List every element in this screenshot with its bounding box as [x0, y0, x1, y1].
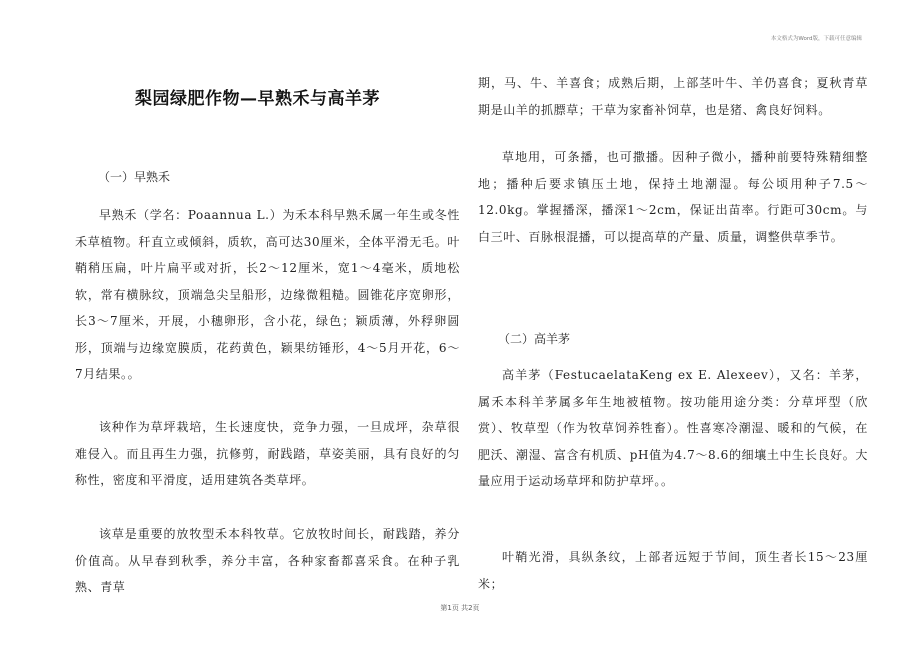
paragraph-gaoyangmao-description: 高羊茅（FestucaelataKeng ex E. Alexeev），又名：羊茅，属禾本科羊茅属多年生地被植物。按功能用途分类：分草坪型（欣赏）、牧草型（作为牧草饲养牲畜）。性喜寒冷潮湿、暖和的气候，在肥沃、潮湿、富含有机质、pH值为4.7～8.6的细壤土中生长良好。大量应用于运动场草坪和防护草坪。。: [478, 368, 868, 488]
paragraph-zaoshuhe-sowing: 草地用，可条播，也可撒播。因种子微小，播种前要特殊精细整地；播种后要求镇压土地，保持土地潮湿。每公顷用种子7.5～12.0kg。掌握播深，播深1～2cm，保证出苗率。行距可30cm。与白三叶、百脉根混播，可以提高草的产量、质量，调整供草季节。: [478, 150, 868, 244]
page-number-footer: 第1页 共2页: [440, 604, 480, 612]
section-heading-zaoshuhe: （一）早熟禾: [98, 170, 171, 184]
document-title: 梨园绿肥作物—早熟禾与高羊茅: [135, 89, 380, 109]
watermark-text: 本文格式为Word版，下载可任意编辑: [770, 36, 862, 42]
paragraph-zaoshuhe-description: 早熟禾（学名：Poaannua L.）为禾本科早熟禾属一年生或冬性禾草植物。秆直立或倾斜，质软，高可达30厘米，全体平滑无毛。叶鞘稍压扁，叶片扁平或对折，长2～12厘米，宽1～4毫米，质地松软，常有横脉纹，顶端急尖呈船形，边缘微粗糙。圆锥花序宽卵形，长3～7厘米，开展，小穗卵形，含小花，绿色；颖质薄，外稃卵圆形，顶端与边缘宽膜质，花药黄色，颖果纺锤形，4～5月开花，6～7月结果。。: [75, 208, 460, 381]
section-heading-gaoyangmao: （二）高羊茅: [498, 332, 571, 346]
paragraph-zaoshuhe-forage: [75, 521, 460, 594]
paragraph-zaoshuhe-lawn: 该种作为草坪栽培，生长速度快，竞争力强，一旦成坪，杂草很难侵入。而且再生力强，抗修剪，耐践踏，草姿美丽，具有良好的匀称性，密度和平滑度，适用建筑各类草坪。: [75, 420, 460, 487]
paragraph-zaoshuhe-forage-continued: 期，马、牛、羊喜食；成熟后期，上部茎叶牛、羊仍喜食；夏秋青草期是山羊的抓膘草；干草为家畜补饲草，也是猪、禽良好饲料。: [478, 76, 868, 117]
paragraph-zaoshuhe-forage-text: 该草是重要的放牧型禾本科牧草。它放牧时间长，耐践踏，养分价值高。从早春到秋季，养分丰富，各种家畜都喜采食。在种子乳熟、青草: [75, 527, 460, 594]
paragraph-gaoyangmao-leaf: 叶鞘光滑，具纵条纹，上部者远短于节间，顶生者长15～23厘米；: [478, 550, 868, 591]
